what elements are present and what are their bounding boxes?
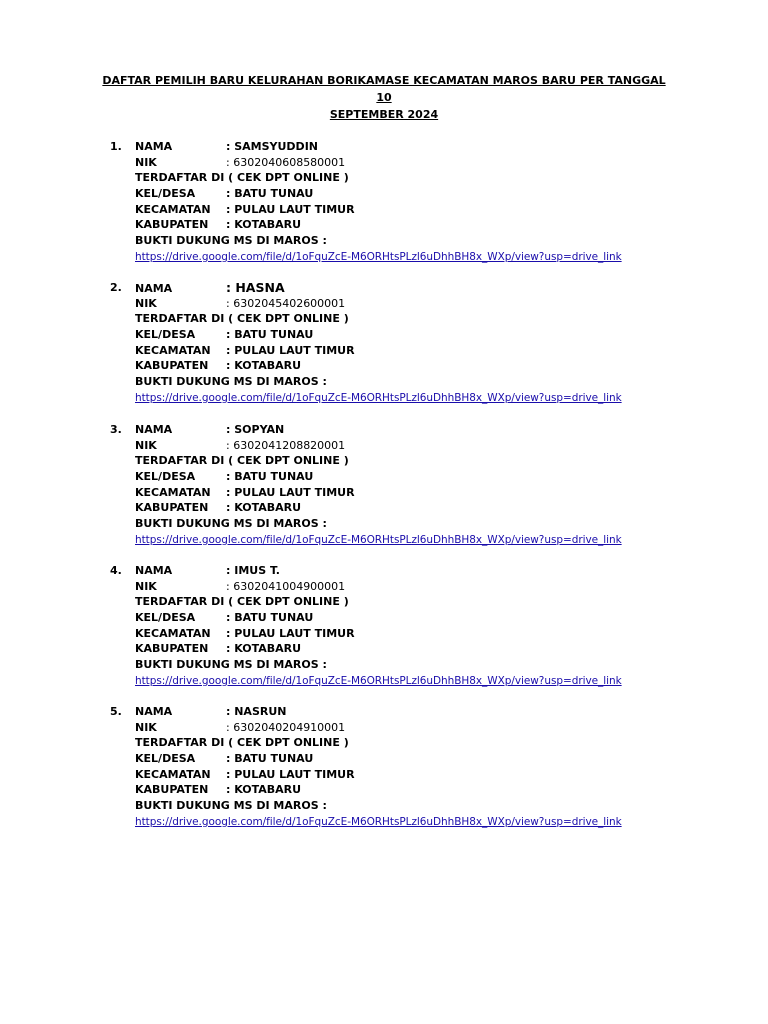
nik-value: : 6302045402600001 <box>226 296 346 310</box>
bukti-label: BUKTI DUKUNG MS DI MAROS : <box>135 234 327 248</box>
terdaftar-label: TERDAFTAR DI ( CEK DPT ONLINE ) <box>135 171 349 185</box>
kel-desa-label: KEL/DESA <box>135 328 196 342</box>
nik-label: NIK <box>135 579 157 593</box>
terdaftar-label: TERDAFTAR DI ( CEK DPT ONLINE ) <box>135 736 349 750</box>
bukti-label: BUKTI DUKUNG MS DI MAROS : <box>135 658 327 672</box>
bukti-label: BUKTI DUKUNG MS DI MAROS : <box>135 375 327 389</box>
nik-value: : 6302040608580001 <box>226 155 346 169</box>
nama-label: NAMA <box>135 705 173 718</box>
kel-desa-value: : BATU TUNAU <box>226 328 314 342</box>
kecamatan-value: : PULAU LAUT TIMUR <box>226 343 355 357</box>
kecamatan-label: KECAMATAN <box>135 343 211 357</box>
document-title <box>100 72 668 123</box>
nama-label: NAMA <box>135 282 173 295</box>
terdaftar-label: TERDAFTAR DI ( CEK DPT ONLINE ) <box>135 312 349 326</box>
kabupaten-value: : KOTABARU <box>226 783 302 797</box>
nama-value: : NASRUN <box>226 705 287 718</box>
nama-value: : HASNA <box>226 280 285 295</box>
entry-number: 3. <box>110 423 122 436</box>
entry-number: 1. <box>110 140 122 153</box>
entry-number: 4. <box>110 564 122 577</box>
evidence-link[interactable]: https://drive.google.com/file/d/1oFquZcE-M6ORHtsPLzl6uDhhBH8x_WXp/view?usp=drive_link <box>135 674 622 687</box>
kabupaten-value: : KOTABARU <box>226 642 302 656</box>
evidence-link[interactable]: https://drive.google.com/file/d/1oFquZcE-M6ORHtsPLzl6uDhhBH8x_WXp/view?usp=drive_link <box>135 533 622 546</box>
kel-desa-label: KEL/DESA <box>135 187 196 201</box>
kel-desa-label: KEL/DESA <box>135 611 196 625</box>
nama-label: NAMA <box>135 564 173 577</box>
bukti-label: BUKTI DUKUNG MS DI MAROS : <box>135 799 327 813</box>
kecamatan-label: KECAMATAN <box>135 626 211 640</box>
nik-value: : 6302041208820001 <box>226 438 346 452</box>
evidence-link[interactable]: https://drive.google.com/file/d/1oFquZcE-M6ORHtsPLzl6uDhhBH8x_WXp/view?usp=drive_link <box>135 250 622 263</box>
kel-desa-value: : BATU TUNAU <box>226 611 314 625</box>
kecamatan-label: KECAMATAN <box>135 485 211 499</box>
kabupaten-label: KABUPATEN <box>135 218 209 232</box>
kecamatan-value: : PULAU LAUT TIMUR <box>226 767 355 781</box>
evidence-link[interactable]: https://drive.google.com/file/d/1oFquZcE-M6ORHtsPLzl6uDhhBH8x_WXp/view?usp=drive_link <box>135 391 622 404</box>
nik-label: NIK <box>135 155 157 169</box>
kecamatan-label: KECAMATAN <box>135 202 211 216</box>
nama-label: NAMA <box>135 140 173 153</box>
kel-desa-value: : BATU TUNAU <box>226 470 314 484</box>
kabupaten-label: KABUPATEN <box>135 359 209 373</box>
title-line-2: SEPTEMBER 2024 <box>329 108 439 121</box>
kecamatan-label: KECAMATAN <box>135 767 211 781</box>
nik-value: : 6302040204910001 <box>226 720 346 734</box>
kabupaten-value: : KOTABARU <box>226 501 302 515</box>
kel-desa-value: : BATU TUNAU <box>226 187 314 201</box>
kabupaten-label: KABUPATEN <box>135 501 209 515</box>
kabupaten-label: KABUPATEN <box>135 783 209 797</box>
kecamatan-value: : PULAU LAUT TIMUR <box>226 202 355 216</box>
nik-label: NIK <box>135 296 157 310</box>
nama-value: : SOPYAN <box>226 423 285 436</box>
kabupaten-label: KABUPATEN <box>135 642 209 656</box>
entry-number: 2. <box>110 281 122 294</box>
terdaftar-label: TERDAFTAR DI ( CEK DPT ONLINE ) <box>135 595 349 609</box>
kel-desa-value: : BATU TUNAU <box>226 752 314 766</box>
evidence-link[interactable]: https://drive.google.com/file/d/1oFquZcE-M6ORHtsPLzl6uDhhBH8x_WXp/view?usp=drive_link <box>135 815 622 828</box>
kabupaten-value: : KOTABARU <box>226 359 302 373</box>
title-line-1: DAFTAR PEMILIH BARU KELURAHAN BORIKAMASE KECAMATAN MAROS BARU PER TANGGAL 10 <box>102 74 666 104</box>
nama-value: : SAMSYUDDIN <box>226 140 318 153</box>
nama-value: : IMUS T. <box>226 564 280 577</box>
kecamatan-value: : PULAU LAUT TIMUR <box>226 626 355 640</box>
kecamatan-value: : PULAU LAUT TIMUR <box>226 485 355 499</box>
entry-number: 5. <box>110 705 122 718</box>
nama-label: NAMA <box>135 423 173 436</box>
kel-desa-label: KEL/DESA <box>135 752 196 766</box>
nik-label: NIK <box>135 438 157 452</box>
terdaftar-label: TERDAFTAR DI ( CEK DPT ONLINE ) <box>135 454 349 468</box>
nik-label: NIK <box>135 720 157 734</box>
kel-desa-label: KEL/DESA <box>135 470 196 484</box>
nik-value: : 6302041004900001 <box>226 579 346 593</box>
kabupaten-value: : KOTABARU <box>226 218 302 232</box>
bukti-label: BUKTI DUKUNG MS DI MAROS : <box>135 517 327 531</box>
